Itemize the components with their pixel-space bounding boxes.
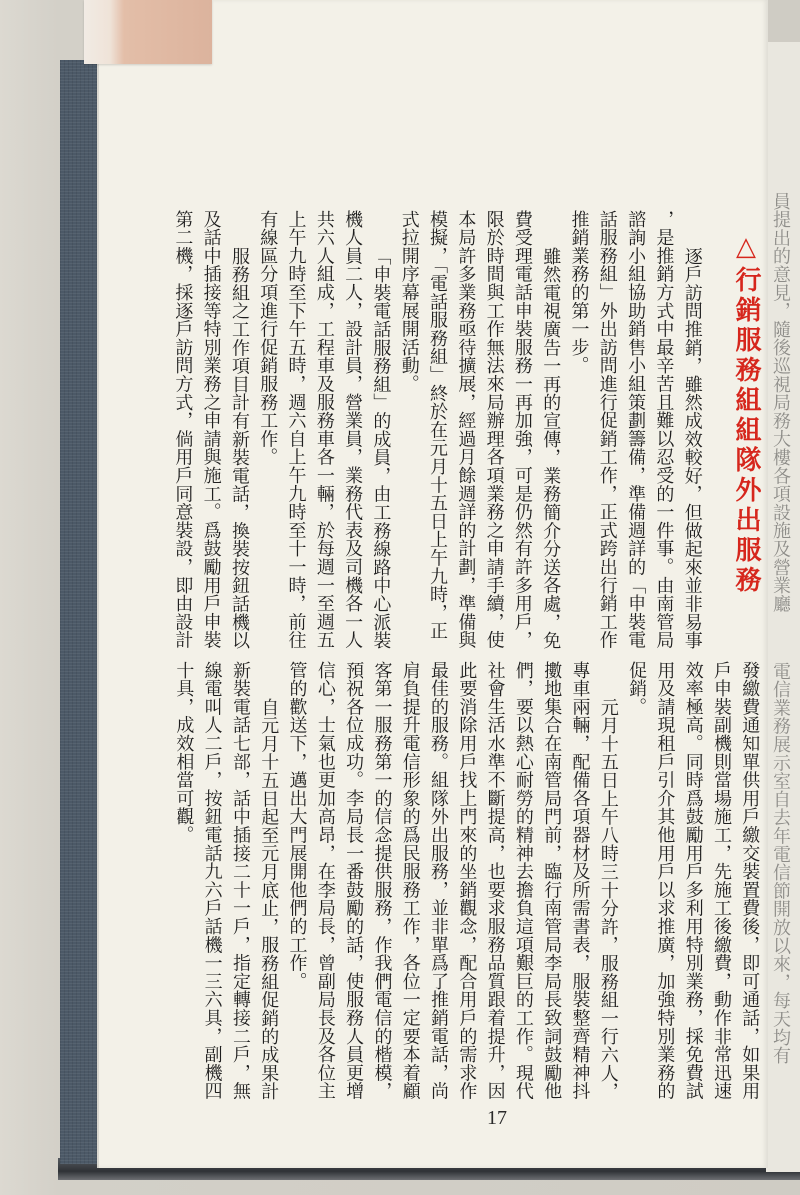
text-column: 效率極高。同時爲鼓勵用戶多利用特別業務，採免費試 — [682, 661, 704, 1101]
text-column: 用及請現租戶引介其他用戶以求推廣，加強特別業務的 — [654, 661, 676, 1101]
text-column: 雖然電視廣告一再的宣傳，業務簡介分送各處，免 — [540, 246, 562, 650]
text-column: 十具，成效相當可觀。 — [173, 661, 195, 844]
text-column: 費受理電話申裝服務一再加強，可是仍然有許多用戶， — [511, 210, 533, 650]
text-column: 第二機，採逐戶訪問方式，倘用戶同意裝設，即由設計 — [172, 210, 194, 650]
text-column: 社會生活水準不斷提高，也要求服務品質跟着提升，因 — [484, 661, 506, 1101]
text-column: 模擬，「電話服務組」終於在元月十五日上午九時，正 — [427, 210, 449, 641]
text-column: 話服務組」外出訪問進行促銷工作，正式跨出行銷工作 — [596, 210, 618, 650]
adjacent-page-text-column: 員提出的意見，隨後巡視局務大樓各項設施及營業廳 — [770, 192, 791, 613]
text-column: 式拉開序幕展開活動。 — [398, 210, 420, 393]
section-heading: △行銷服務組組隊外出服務 — [731, 232, 761, 596]
text-column: 最佳的服務。組隊外出服務，並非單爲了推銷電話，尚 — [428, 661, 450, 1101]
text-column: 信心，士氣也更加高昂，在李局長，曾副局長及各位主 — [314, 661, 336, 1101]
upper-text-block — [168, 210, 706, 651]
text-column: 們，要以熱心耐勞的精神去擔負這項艱巨的工作。現代 — [512, 661, 534, 1101]
text-column: 「申裝電話服務組」的成員，由工務線路中心派裝 — [370, 246, 392, 650]
text-column: 擻地集合在南管局門前，臨行南管局李局長致詞鼓勵他 — [541, 661, 563, 1101]
page-number: 17 — [487, 1107, 507, 1129]
text-column: 管的歡送下，邁出大門展開他們的工作。 — [286, 661, 308, 991]
text-column: 逐戶訪問推銷，雖然成效較好，但做起來並非易事 — [681, 246, 703, 650]
lower-text-block — [169, 661, 763, 1102]
adjacent-page-text-column: 電信業務展示室自去年電信節開放以來，每天均有 — [770, 662, 791, 1065]
text-column: 共六人組成，工程車及服務車各一輛，於每週一至週五 — [313, 210, 335, 650]
text-column: 發繳費通知單供用戶繳交裝置費後，即可通話，如果用 — [739, 661, 761, 1101]
text-column: 新裝電話七部，話中插接二十一戶，指定轉接二戶，無 — [229, 661, 251, 1101]
text-column: 元月十五日上午八時三十分許，服務組一行六人， — [597, 697, 619, 1101]
text-column: 預祝各位成功。李局長一番鼓勵的話，使服務人員更增 — [343, 661, 365, 1101]
text-column: 限於時間與工作無法來局辦理各項業務之申請手續，使 — [483, 210, 505, 650]
text-column: 機人員二人，設計員，營業員，業務代表及司機各一人 — [342, 210, 364, 650]
text-column: 及話中插接等特別業務之申請與施工。爲鼓勵用戶申裝 — [200, 210, 222, 650]
text-column: 自元月十五日起至元月底止，服務組促銷的成果計 — [258, 697, 280, 1101]
text-column: ，是推銷方式中最辛苦且難以忍受的一件事。由南管局 — [653, 210, 675, 650]
text-column: 此要消除用戶找上門來的坐銷觀念，配合用戶的需求作 — [456, 661, 478, 1101]
text-column: 本局許多業務亟待擴展，經過月餘週詳的計劃，準備與 — [455, 210, 477, 650]
text-column: 諮詢小組協助銷售小組策劃籌備，準備週詳的「申裝電 — [625, 210, 647, 650]
text-column: 專車兩輛，配備各項器材及所需書表，服裝整齊精神抖 — [569, 661, 591, 1101]
paper-tab — [84, 0, 212, 64]
book-cover-edge — [60, 60, 98, 1164]
text-column: 促銷。 — [626, 661, 648, 716]
text-column: 戶申裝副機則當場施工，先施工後繳費，動作非常迅速 — [711, 661, 732, 1101]
text-column: 線電叫人二戶，按鈕電話九六戶話機一三六具，副機四 — [201, 661, 223, 1101]
text-column: 推銷業務的第一步。 — [568, 210, 590, 375]
text-column: 服務組之工作項目計有新裝電話，換裝按鈕話機以 — [228, 246, 250, 650]
text-column: 上午九時至下午五時，週六自上午九時至十一時，前往 — [285, 210, 307, 650]
text-column: 客第一服務第一的信念提供服務，作我們電信的楷模， — [371, 661, 393, 1101]
text-column: 有線區分項進行促銷服務工作。 — [257, 210, 279, 467]
text-column: 肩負提升電信形象的爲民服務工作，各位一定要本着顧 — [399, 661, 421, 1101]
